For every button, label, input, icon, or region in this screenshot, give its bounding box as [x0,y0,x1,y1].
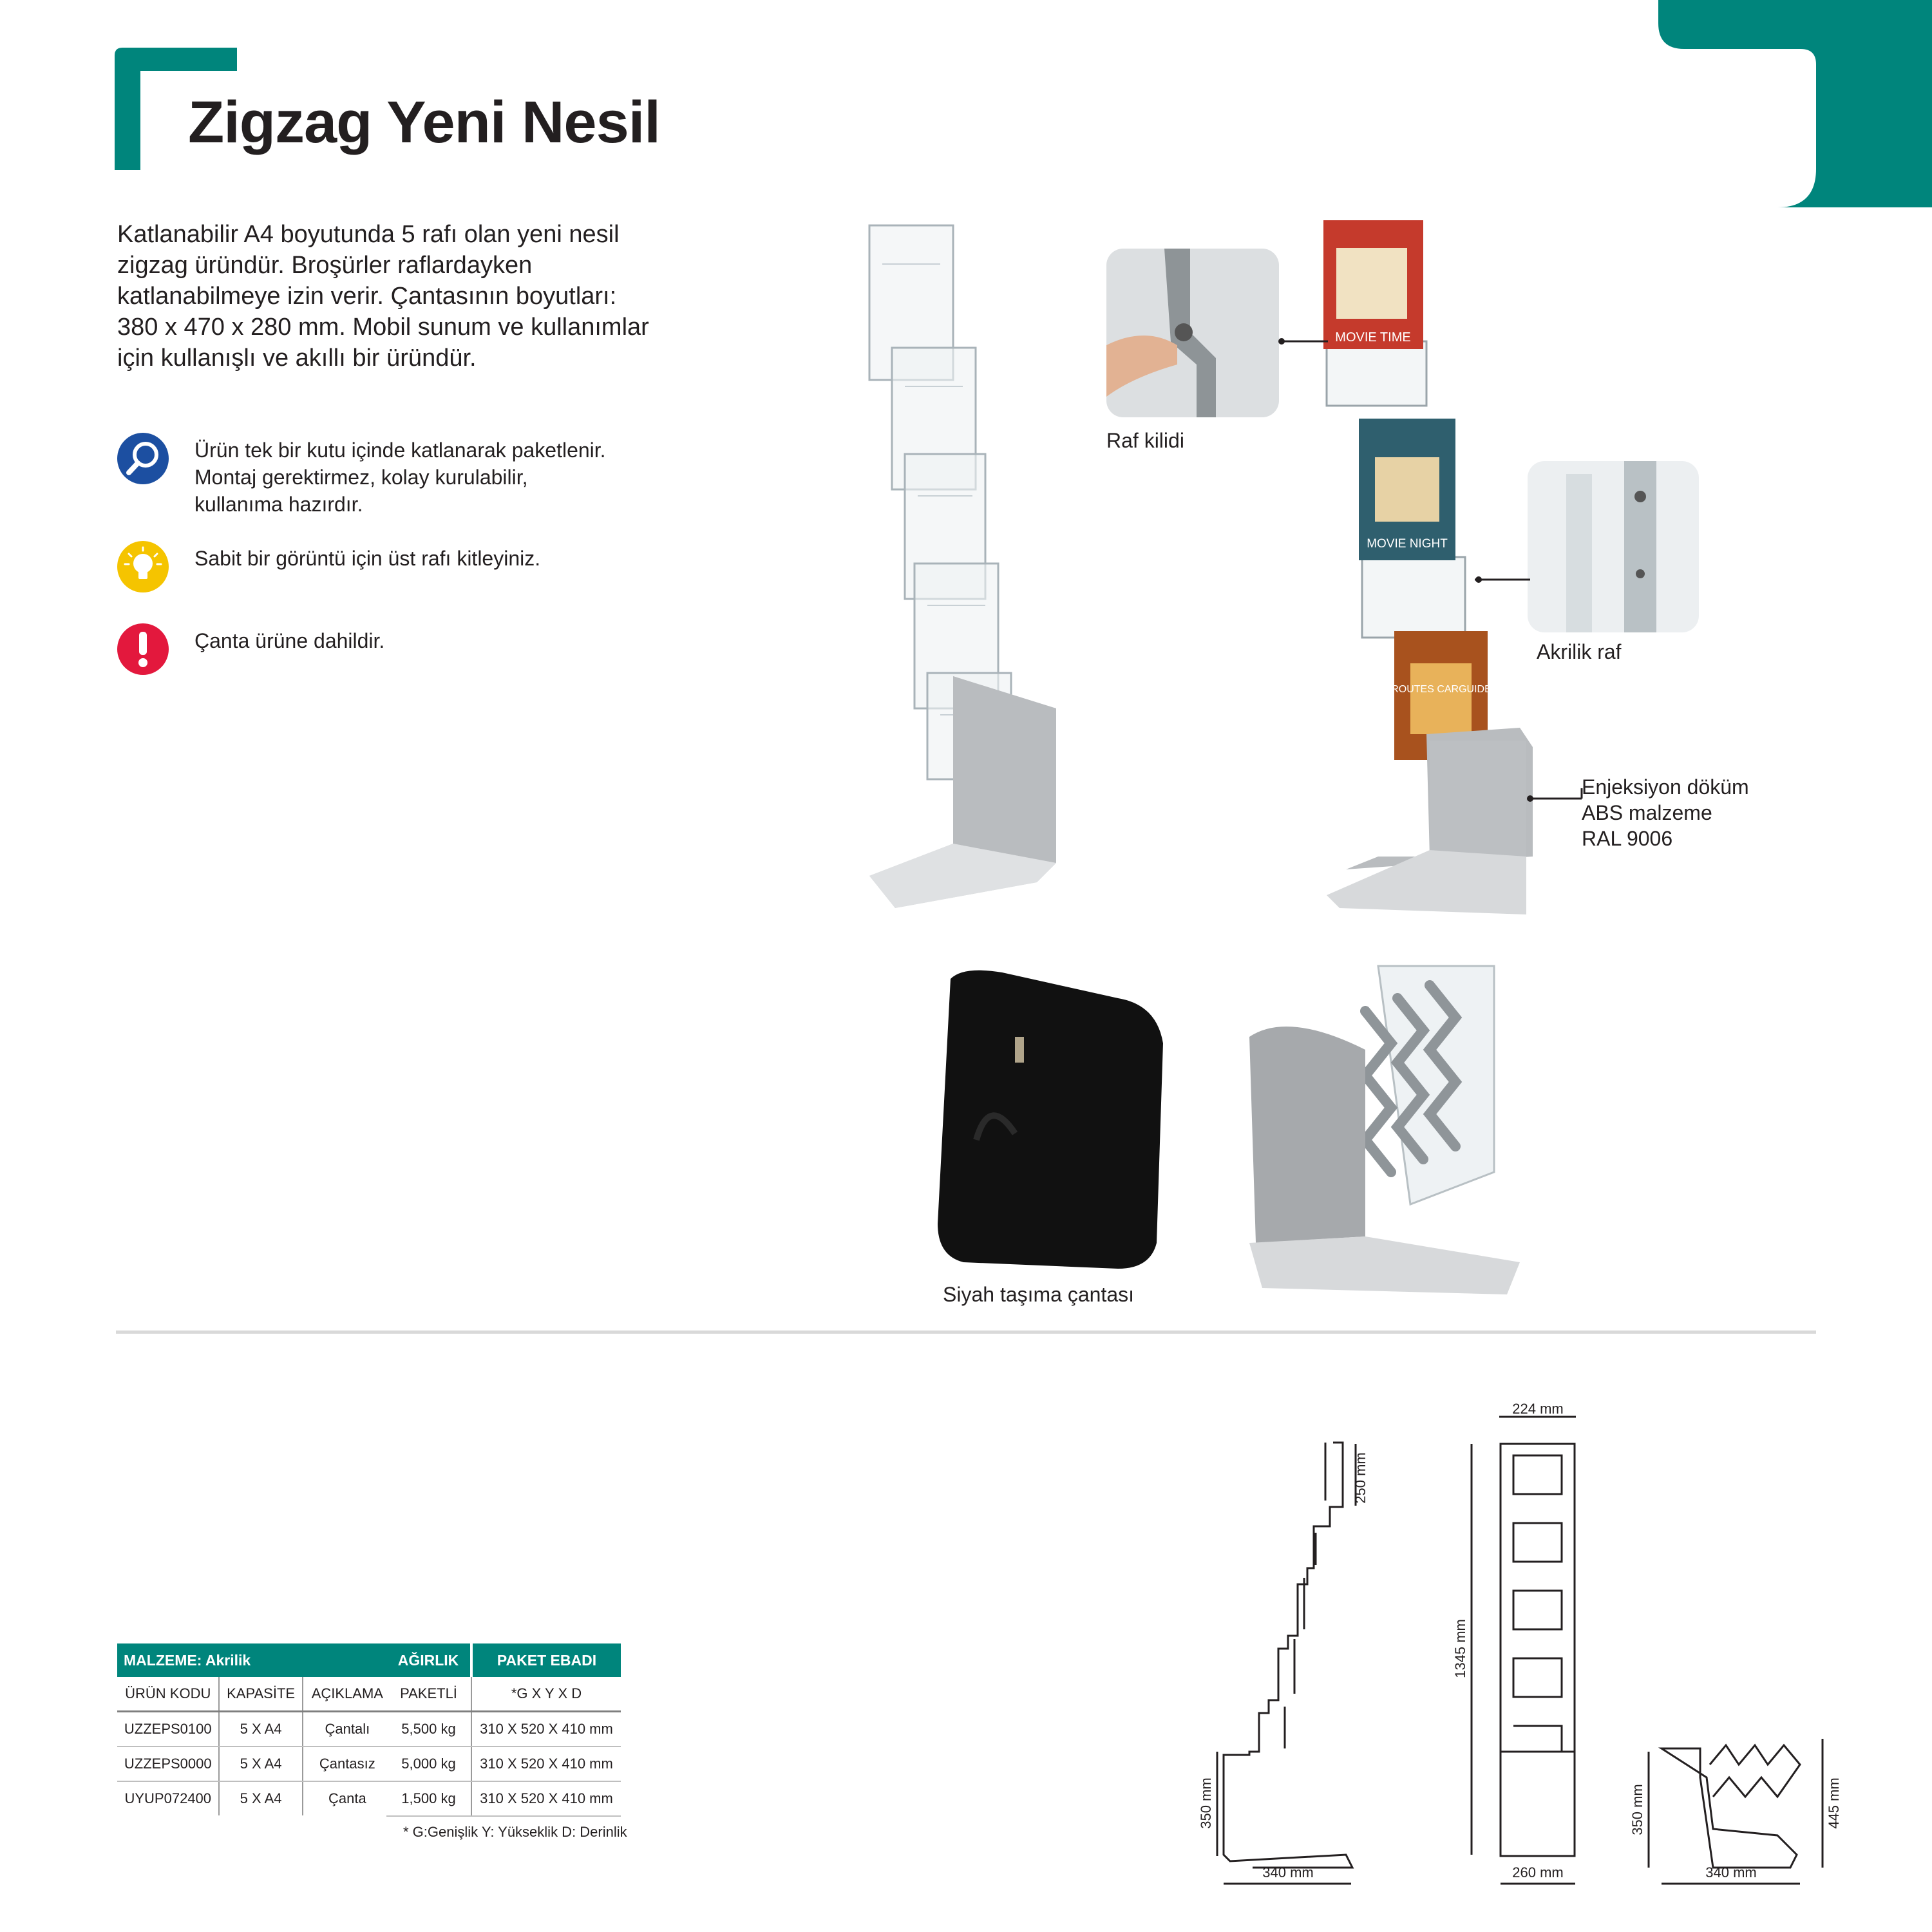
column-header: PAKETLİ [386,1677,471,1712]
cell: Çantasız [303,1747,392,1781]
callout-raf-kilidi: Raf kilidi [1106,429,1184,452]
dim-front-top: 224 mm [1512,1401,1564,1417]
callout-text: Enjeksiyon döküm [1582,775,1749,799]
dim-side-base-height: 350 mm [1198,1777,1214,1829]
bag-caption: Siyah taşıma çantası [943,1283,1135,1306]
folded-stand-image [1236,960,1520,1288]
cell: Çantalı [303,1712,392,1747]
dim-side-top: 250 mm [1352,1452,1368,1504]
lightbulb-icon [117,541,169,592]
table-header: AĞIRLIK [386,1643,471,1677]
column-header: KAPASİTE [219,1677,302,1712]
cell: 5,000 kg [386,1747,471,1781]
cell: 5 X A4 [219,1747,302,1781]
brochure-title: MOVIE TIME [1335,330,1411,345]
table-row [386,1781,621,1816]
table-header: MALZEME: Akrilik [117,1643,392,1677]
callout-text: RAL 9006 [1582,827,1673,850]
dim-front-height: 1345 mm [1452,1619,1468,1678]
loaded-stand-image [1314,213,1558,921]
brochure-title: MOVIE NIGHT [1367,537,1448,551]
cell: 5 X A4 [219,1781,302,1815]
table-row [117,1781,392,1815]
exclamation-icon [117,623,169,675]
column-header: *G X Y X D [471,1677,621,1712]
cell: 5 X A4 [219,1712,302,1747]
technical-drawings [1198,1401,1855,1893]
dim-folded-width: 340 mm [1705,1864,1757,1880]
product-description: Katlanabilir A4 boyutunda 5 rafı olan yeni nesil zigzag üründür. Broşürler raflardayken katlanabilmeye izin verir. Çantasının boyutları: 380 x 470 x 280 mm. Mobil sunum ve kullanımlar için kullanışlı ve akıllı bir üründür. [117,221,649,372]
page-title: Zigzag Yeni Nesil [188,90,660,155]
dim-front-width: 260 mm [1512,1864,1564,1880]
table-row [117,1712,392,1747]
dim-side-width: 340 mm [1262,1864,1314,1880]
cell: 5,500 kg [386,1712,471,1747]
cell: Çanta [303,1781,392,1815]
empty-stand-image [857,213,1095,914]
corner-tab-decoration [1658,0,1932,207]
column-header: AÇIKLAMA [303,1677,392,1712]
cell: UZZEPS0000 [117,1747,219,1781]
callout-akrilik-raf: Akrilik raf [1537,640,1622,663]
table-row [386,1712,621,1747]
dim-folded-left: 350 mm [1629,1784,1645,1835]
callout-base-material [1582,774,1749,851]
spec-table-material [117,1643,392,1815]
cell: UZZEPS0100 [117,1712,219,1747]
cell: 310 X 520 X 410 mm [471,1712,621,1747]
table-header: PAKET EBADI [471,1643,621,1677]
cell: 310 X 520 X 410 mm [471,1781,621,1816]
table-row [386,1747,621,1781]
acrylic-shelf-detail-image [1528,461,1699,632]
cell: UYUP072400 [124,1790,212,1806]
spec-table-package [386,1643,621,1817]
column-header: ÜRÜN KODU [117,1677,219,1712]
table-footnote: * G:Genişlik Y: Yükseklik D: Derinlik [403,1824,627,1840]
carry-bag-image [925,966,1195,1275]
feature-bag-included [117,627,607,675]
feature-packaging [117,437,607,518]
search-info-icon [117,433,169,484]
section-divider [116,1331,1816,1334]
shelf-lock-detail-image [1106,249,1279,417]
table-row [117,1747,392,1781]
callout-line [1526,787,1586,806]
cell: 1,500 kg [386,1781,471,1816]
callout-line [1279,335,1331,348]
callout-text: ABS malzeme [1582,801,1712,824]
feature-text: Ürün tek bir kutu içinde katlanarak paketlenir. Montaj gerektirmez, kolay kurulabilir, kullanıma hazırdır. [194,439,606,516]
brochure-title: ROUTES CARGUIDE [1391,684,1492,695]
feature-lock-shelf [117,545,607,592]
feature-text: Sabit bir görüntü için üst rafı kitleyiniz. [194,547,541,570]
feature-text: Çanta ürüne dahildir. [194,629,385,652]
cell: 310 X 520 X 410 mm [471,1747,621,1781]
callout-line [1475,573,1530,586]
dim-folded-right: 445 mm [1826,1777,1842,1829]
